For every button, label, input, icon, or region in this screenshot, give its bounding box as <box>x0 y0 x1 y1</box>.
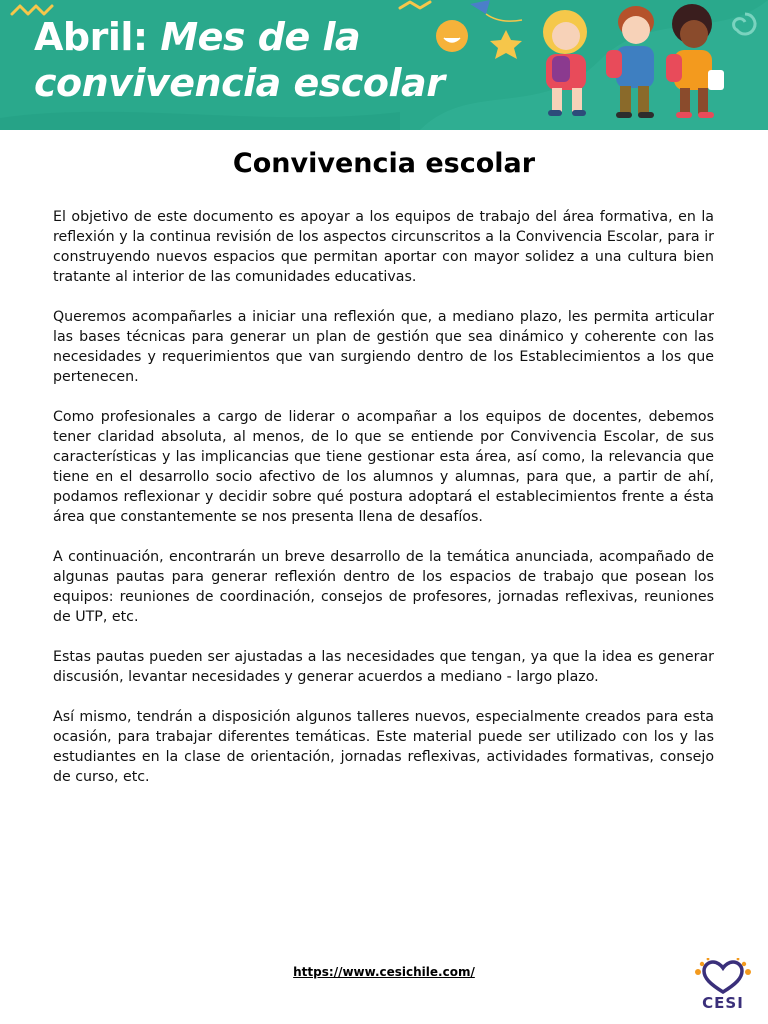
banner-title-prefix: Abril: <box>34 15 161 59</box>
website-link[interactable]: https://www.cesichile.com/ <box>293 965 475 979</box>
paragraph: Así mismo, tendrán a disposición algunos talleres nuevos, especialmente creados para esta ocasión, para trabajar diferentes temáticas. Este material puede ser utilizado con los y las estudiantes en la clase de orientación, jornadas reflexivas, actividades formativas, consejo de curso, etc. <box>53 709 714 785</box>
banner-title-line-1 <box>34 14 444 60</box>
page-title: Convivencia escolar <box>232 148 536 179</box>
logo-text: CESI <box>702 994 744 1012</box>
paragraph: Estas pautas pueden ser ajustadas a las necesidades que tengan, ya que la idea es generar discusión, levantar necesidades y generar acuerdos a mediano - largo plazo. <box>53 649 714 685</box>
paragraph: El objetivo de este documento es apoyar a los equipos de trabajo del área formativa, en la reflexión y la continua revisión de los aspectos circunscritos a la Convivencia Escolar, para ir construyendo nuevos espacios que permitan aportar con mayor solidez a una cultura bien tratante al interior de las comunidades educativas. <box>53 209 714 285</box>
zigzag-icon <box>12 2 430 14</box>
paragraph: Como profesionales a cargo de liderar o acompañar a los equipos de docentes, debemos tener claridad absoluta, al menos, de lo que se entiende por Convivencia Escolar, de sus características y las implicancias que tiene gestionar esta área, así como, la relevancia que tiene en el desarrollo socio afectivo de los alumnos y alumnas, para que, a partir de ahí, podamos reflexionar y decidir sobre qué postura adoptará el establecimientos frente a ésta área que constantemente se nos presenta llena de desafíos. <box>53 409 714 525</box>
banner-title-line-2: convivencia escolar <box>34 61 445 105</box>
cesi-logo <box>692 958 754 1014</box>
kite-icon <box>470 0 522 21</box>
header-banner <box>0 0 768 130</box>
paragraph: A continuación, encontrarán un breve desarrollo de la temática anunciada, acompañado de algunas pautas para generar reflexión dentro de los espacios de trabajo que posean los equipos: reuniones de coordinación, consejos de profesores, jornadas reflexivas, reuniones de UTP, etc. <box>53 549 714 625</box>
star-icon <box>490 30 522 59</box>
banner-title-emphasis: Mes de la <box>160 15 361 59</box>
banner-title <box>34 14 444 106</box>
cesi-heart-logo-icon <box>692 958 754 998</box>
body-text <box>53 207 714 807</box>
paragraph: Queremos acompañarles a iniciar una reflexión que, a mediano plazo, les permita articular las bases técnicas para generar un plan de gestión que sea dinámico y coherente con las necesidades y requerimientos que van surgiendo dentro de los Establecimientos a los que pertenecen. <box>53 309 714 385</box>
